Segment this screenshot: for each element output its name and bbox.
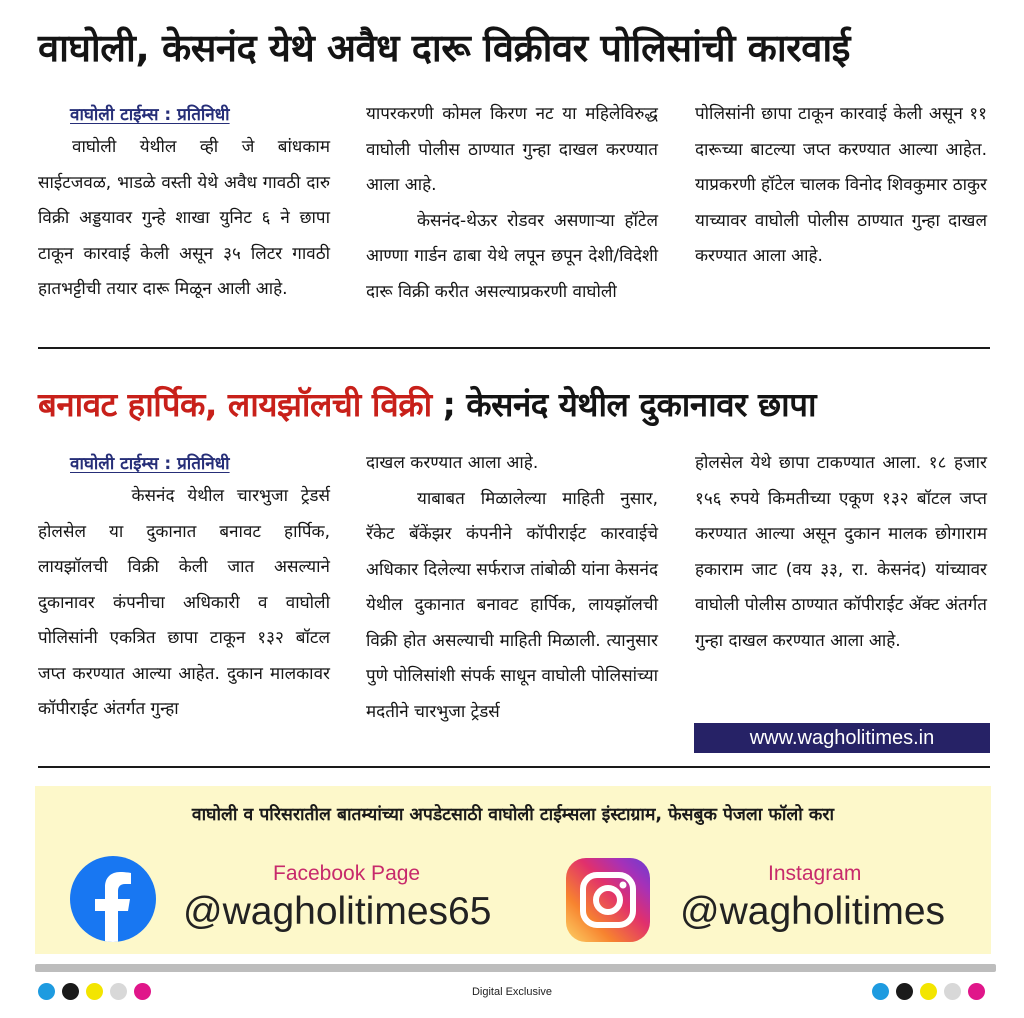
story1-headline: वाघोली, केसनंद येथे अवैध दारू विक्रीवर पोलिसांची कारवाई [38,26,850,70]
color-dot [968,983,985,1000]
website-link[interactable]: www.wagholitimes.in [694,723,990,753]
story1-column-2 [366,97,658,310]
story2-paragraph: केसनंद येथील चारभुजा ट्रेडर्स होलसेल या दुकानात बनावट हार्पिक, लायझॉलची विक्री केली जात असल्याने दुकानावर कंपनीचा अधिकारी व वाघोली पोलिसांनी एकत्रित छापा टाकून १३२ बॉटल जप्त करण्यात आल्या आहेत. दुकान मालकावर कॉपीराईट अंतर्गत गुन्हा [38,486,330,719]
story1-byline: वाघोली टाईम्स : प्रतिनिधी [70,105,230,125]
footer-bar [35,964,996,972]
footer-text: Digital Exclusive [471,986,553,998]
story2-headline-rest: ; केसनंद येथील दुकानावर छापा [431,385,816,424]
facebook-handle[interactable]: @wagholitimes65 [183,890,492,933]
facebook-icon[interactable] [70,856,156,942]
color-dot [896,983,913,1000]
promo-text: वाघोली व परिसरातील बातम्यांच्या अपडेटसाठी वाघोली टाईम्सला इंस्टाग्राम, फेसबुक पेजला फॉलो करा [191,805,835,825]
story2-headline-highlight: बनावट हार्पिक, लायझॉलची विक्री [38,385,432,424]
story2-column-1 [38,449,330,728]
color-dot [944,983,961,1000]
color-dot [920,983,937,1000]
story1-column-1 [38,100,330,308]
social-promo-banner [35,786,991,954]
instagram-handle[interactable]: @wagholitimes [680,890,946,933]
instagram-label: Instagram [768,862,862,885]
divider [38,766,990,768]
story1-paragraph: यापरकरणी कोमल किरण नट या महिलेविरुद्ध वाघोली पोलीस ठाण्यात गुन्हा दाखल करण्यात आला आहे. [366,104,658,195]
story1-paragraph: केसनंद-थेऊर रोडवर असणाऱ्या हॉटेल आण्णा गार्डन ढाबा येथे लपून छपून देशी/विदेशी दारू विक्री करीत असल्याप्रकरणी वाघोली [366,210,658,302]
color-registration-marks-right [872,983,985,1000]
facebook-label: Facebook Page [273,862,421,885]
story2-paragraph: होलसेल येथे छापा टाकण्यात आला. १८ हजार १५६ रुपये किमतीच्या एकूण १३२ बॉटल जप्त करण्यात आल्या असून दुकान मालक छोगाराम हकाराम जाट (वय ३३, रा. केसनंद) यांच्यावर वाघोली पोलीस ठाण्यात कॉपीराईट अ‍ॅक्ट अंतर्गत गुन्हा दाखल करण्यात आला आहे. [695,453,987,651]
color-dot [872,983,889,1000]
story2-byline: वाघोली टाईम्स : प्रतिनिधी [70,454,230,474]
story2-column-2 [366,446,658,730]
story2-column-3 [695,446,987,659]
story2-paragraph: दाखल करण्यात आला आहे. [366,453,539,473]
story1-paragraph: पोलिसांनी छापा टाकून कारवाई केली असून ११ दारूच्या बाटल्या जप्त करण्यात आल्या आहेत. याप्रकरणी हॉटेल चालक विनोद शिवकुमार ठाकुर याच्यावर वाघोली पोलीस ठाण्यात गुन्हा दाखल करण्यात आला आहे. [695,104,987,266]
story1-paragraph: वाघोली येथील व्ही जे बांधकाम साईटजवळ, भाडळे वस्ती येथे अवैध गावठी दारु विक्री अड्डयावर गुन्हे शाखा युनिट ६ ने छापा टाकून कारवाई केली असून ३५ लिटर गावठी हातभट्टीची तयार दारू मिळून आली आहे. [38,137,330,299]
story2-headline [38,380,994,430]
story2-paragraph: याबाबत मिळालेल्या माहिती नुसार, रॅकेट बॅकेंझर कंपनीने कॉपीराईट कारवाईचे अधिकार दिलेल्या सर्फराज तांबोळी यांना केसनंद येथील दुकानात बनावट हार्पिक, लायझॉलची विक्री होत असल्याची माहिती मिळाली. त्यानुसार पुणे पोलिसांशी संपर्क साधून वाघोली पोलिसांच्या मदतीने चारभुजा ट्रेडर्स [366,488,658,722]
story1-column-3 [695,97,987,275]
instagram-icon[interactable] [566,858,650,942]
divider [38,347,990,349]
